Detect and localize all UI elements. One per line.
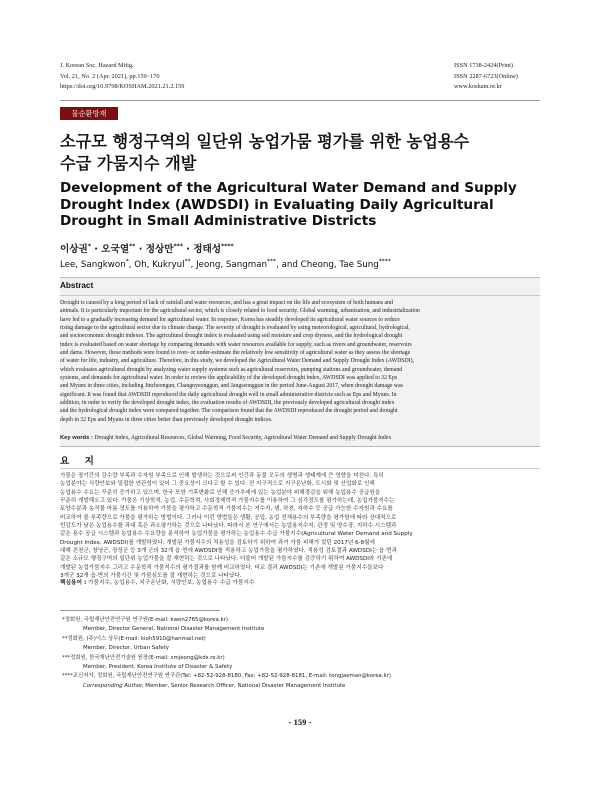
author-mark: ** xyxy=(184,258,191,265)
english-title xyxy=(60,180,550,230)
author-name: Jeong, Sangman xyxy=(196,259,268,270)
abstract-line: addition, in order to verify the developed drought index, the evaluation results of AWDSDI, the previously developed agricultural drought index xyxy=(60,400,395,407)
abstract-line: Drought is caused by a long period of lack of rainfall and water resources, and has a great impact on the life and ecosystem of both humans and xyxy=(60,300,393,306)
author-separator: , xyxy=(276,259,282,270)
korean-summary-line: 농업분야는 식량안보와 밀접한 연관성이 있어 그 중요성이 크다고 할 수 있다. 전 지구적으로 지구온난화, 도시화 및 산업화로 인해 xyxy=(60,481,375,488)
korean-title-line: 소규모 행정구역의 일단위 농업가뭄 평가를 위한 농업용수 xyxy=(60,132,470,151)
author-separator: , xyxy=(190,259,197,270)
abstract-line: of water for life, industry, and agriculture. Therefore, in this study, we developed the Agricultural Water Demand and Supply Drought Index (AWDSDI), xyxy=(60,358,415,365)
journal-volume: Vol. 21, No. 2 (Apr. 2021), pp.159~170 xyxy=(60,72,160,80)
abstract-line: and Myuns in three cities, including Jincheongun, Changnyeonggun, and Jangseonggun in the period June-August 2017, when drought damage was xyxy=(60,383,403,390)
author-separator: , xyxy=(128,259,135,270)
author-name: Oh, Kukryul xyxy=(134,259,185,270)
footnote-korean: 교신저자, 정회원, 국립재난안전연구원 연구관(Tel: +82-52-928-8180, Fax: +82-52-928-8181, E-mail: tongjaeman@korea.kr) xyxy=(72,673,392,680)
korean-summary-line: 비교하여 물 부족량으로 가뭄을 평가하는 방법이다. 그러나 이런 방법들은 생활, 공업, 농업 전체용수의 부족량을 평가함에 따라 상대적으로 xyxy=(60,514,397,521)
english-keywords xyxy=(60,435,540,441)
korean-summary-body xyxy=(60,472,540,580)
issn-print: ISSN 1738-2424(Print) xyxy=(454,62,513,69)
author-name: 오국열 xyxy=(101,244,130,255)
english-title-line: Development of the Agricultural Water Demand and Supply xyxy=(60,180,517,196)
footnote-divider xyxy=(60,610,220,611)
korean-summary-line: 꾸준히 개발해오고 있다. 가뭄은 기상학적, 농업, 수문학적, 사회경제학적 가뭄지수를 이용하여 그 심각정도를 평가하는데, 농업가뭄지수는 xyxy=(60,498,395,505)
author-mark: * xyxy=(87,242,91,250)
abstract-line: and the hydrological drought index were compared together. The comparison found that the AWDSDI reproduced the drought period and drought xyxy=(60,408,398,415)
journal-issn xyxy=(454,61,518,93)
footnote-mark: * xyxy=(62,617,65,623)
korean-title-line: 수급 가뭄지수 개발 xyxy=(60,154,197,173)
korean-summary-line: 개발된 농업가뭄지수 그리고 수문학적 가뭄지수의 평가결과를 함께 비교하였다. 비교 결과 AWDSDI는 기존에 개발된 가뭄지수들보다 xyxy=(60,564,384,571)
abstract-line: which evaluates agricultural drought by analyzing water supply systems such as agricultural reservoirs, pumping stations and groundwater, demand xyxy=(60,366,403,373)
abstract-line: index is evaluated based on water shortage by comparing demands with water resources available for supply, such as rivers and groundwater, reservoirs xyxy=(60,341,412,348)
english-title-line: Drought in Small Administrative Districts xyxy=(60,213,377,229)
footnote-english-text: Member, Senior Research Officer, National Disaster Management Institute xyxy=(143,682,346,689)
korean-summary-line: 같은 소규모 행정구역의 일단위 농업가뭄을 잘 재현하는 것으로 나타났다. 더불어 개발된 가뭄지수를 검증하기 위하여 AWDSDI와 기존에 xyxy=(60,556,393,563)
footnote-mark: *** xyxy=(62,654,71,661)
author-separator: · xyxy=(182,244,194,255)
author-name: Lee, Sangkwon xyxy=(60,259,126,270)
footnote-affiliation xyxy=(62,654,542,663)
korean-summary-line: 같은 용수 공급 시스템과 농업용수 수요량을 분석하여 농업가뭄을 평가하는 농업용수 수급 가뭄지수(Agricultural Water Demand and Supply xyxy=(60,531,413,538)
journal-citation xyxy=(60,61,184,93)
abstract-line: rising damage to the agricultural sector due to climate change. The severity of drought is evaluated by using meteorological, agricultural, hydrological, xyxy=(60,325,410,332)
page-number: - 159 - xyxy=(288,717,312,727)
abstract-heading: Abstract xyxy=(60,281,94,290)
journal-name: J. Korean Soc. Hazard Mitig. xyxy=(60,62,134,69)
footnote-korean: 정회원, (주)이스 상무(E-mail: kioh5910@hanmail.net) xyxy=(67,635,206,642)
abstract-line: depth in 32 Eps and Myuns in three cities better than previously developed drought indices. xyxy=(60,416,273,423)
author-mark: ** xyxy=(129,242,136,250)
author-separator: · xyxy=(135,244,146,255)
korean-summary-heading: 요 지 xyxy=(60,456,100,467)
author-name: and Cheong, Tae Sung xyxy=(281,259,379,270)
abstract-line: significant. It was found that AWDSDI reproduced the daily agricultural drought well in small administrative districts such as Eps and Myuns. In xyxy=(60,391,397,398)
footnote-english-text: Member, Director General, National Disaster Management Institute xyxy=(83,626,265,633)
abstract-line: and socioeconomic drought indexes. The agricultural drought index is evaluated using soil moisture and crop dryness, and the hydrological drought xyxy=(60,333,403,340)
korean-keywords xyxy=(60,577,540,586)
abstract-line: systems, and demands for agricultural water. In order to review the applicability of the developed drought index, AWDSDI was applied to 32 Eps xyxy=(60,375,398,382)
abstract-body xyxy=(60,299,540,424)
korean-summary-line: 토양수분과 농작물 마름 정도를 이용하여 가뭄을 평가하고 수문학적 가뭄지수는 저수지, 댐, 하천, 지하수 등 공급 가능한 수자원과 수요를 xyxy=(60,506,393,513)
korean-summary-divider xyxy=(60,468,540,469)
footnote-english xyxy=(62,682,542,691)
english-title-line: Drought Index (AWDSDI) in Evaluating Daily Agricultural xyxy=(60,196,494,213)
footnote-mark: **** xyxy=(62,673,73,680)
header-divider xyxy=(60,100,540,101)
footnote-english xyxy=(62,663,542,672)
keywords-text: Drought Index, Agricultural Resources, Global Warming, Food Security, Agricultural Water Demand and Supply Drought Index xyxy=(94,435,392,441)
author-mark: **** xyxy=(378,258,391,265)
korean-summary-line: 농업용수 수요는 꾸준히 증가하고 있으며, 한국 또한 기후변화로 인해 증가추세에 있는 농업분야 피해경감을 위해 농업용수 공급원을 xyxy=(60,489,381,496)
author-mark: *** xyxy=(267,258,277,265)
footnote-role: Corresponding Author, xyxy=(83,682,144,689)
korean-title xyxy=(60,131,540,175)
korean-keywords-text: 가뭄지수, 농업용수, 지구온난화, 식량안보, 농업용수 수급 가뭄지수 xyxy=(88,580,255,586)
footnote-affiliation xyxy=(62,635,542,644)
footnote-english xyxy=(62,625,542,634)
english-authors xyxy=(60,258,391,270)
footnote-affiliation xyxy=(62,672,542,681)
footnote-korean: 정회원, 한국재난안전기술원 원장(E-mail: smjeong@kds.re.kr) xyxy=(70,654,225,661)
doi-link[interactable]: https://doi.org/10.9798/KOSHAM.2021.21.2.159 xyxy=(60,83,185,90)
journal-website[interactable]: www.kosham.or.kr xyxy=(454,83,502,90)
abstract-divider xyxy=(60,295,540,296)
section-badge: 물순환방재 xyxy=(60,107,118,120)
footnote-mark: ** xyxy=(62,635,68,642)
korean-keywords-label: 핵심용어 : xyxy=(60,580,87,586)
author-mark: **** xyxy=(221,242,234,250)
footnote-korean: 정회원, 국립재난안전연구원 연구원(E-mail: kwon2765@korea.kr) xyxy=(64,617,228,623)
korean-authors xyxy=(60,241,234,255)
author-name: 이상권 xyxy=(60,244,88,255)
author-name: 정상만 xyxy=(145,244,174,255)
korean-summary-line: 3개군 32개 읍·면의 가뭄기간 및 가뭄심도를 잘 재현하는 것으로 나타났다. xyxy=(60,573,242,580)
abstract-line: have led to a gradually increasing demand for agricultural water. In response, Korea has steadily developed its agricultural water sources to reduce xyxy=(60,316,400,323)
footnote-english-text: Member, Director, Urban Safety xyxy=(83,645,169,652)
author-name: 정태성 xyxy=(193,244,222,255)
author-mark: *** xyxy=(173,242,183,250)
korean-summary-line: 대해 진천군, 창녕군, 장성군 등 3개 군의 32개 읍·면에 AWDSDI를 적용하고 농업가뭄을 평가하였다. 적용성 검토결과 AWDSDI는 읍·면과 xyxy=(60,548,397,555)
keywords-label: Key words : xyxy=(60,435,93,441)
footnote-english xyxy=(62,644,542,653)
author-separator: · xyxy=(90,244,102,255)
korean-summary-line: 가뭄은 장기간의 강수량 부족과 수자원 부족으로 인해 발생하는 것으로써 인간과 동물 모두의 생명과 생태계에 큰 영향을 미친다. 특히 xyxy=(60,473,384,479)
author-footnotes xyxy=(62,616,542,691)
korean-summary-line: 민감도가 낮은 농업용수를 과대 혹은 과소평가하는 것으로 나타났다. 따라서 본 연구에서는 농업용저수지, 관정 및 양수장, 지하수 시스템과 xyxy=(60,523,397,530)
author-mark: * xyxy=(125,258,129,265)
issn-online: ISSN 2287-6723(Online) xyxy=(454,72,518,80)
footnote-affiliation xyxy=(62,616,542,625)
abstract-line: animals. It is particularly important for the agricultural sector, which is closely related to food security. Global warming, urbanization, and industrialization xyxy=(60,308,420,315)
footnote-english-text: Member, President, Korea Institute of Disaster & Safety xyxy=(83,664,233,671)
abstract-line: and dams. However, these methods were found to over- or under-estimate the relatively low sensitivity of agricultural water as they assess the shortage xyxy=(60,350,411,357)
korean-summary-line: Drought Index, AWDSDI)를 개발하였다. 개발된 가뭄지수의 적용성을 검토하기 위하여 과거 가뭄 피해가 컸던 2017년 6-8월에 xyxy=(60,539,375,546)
